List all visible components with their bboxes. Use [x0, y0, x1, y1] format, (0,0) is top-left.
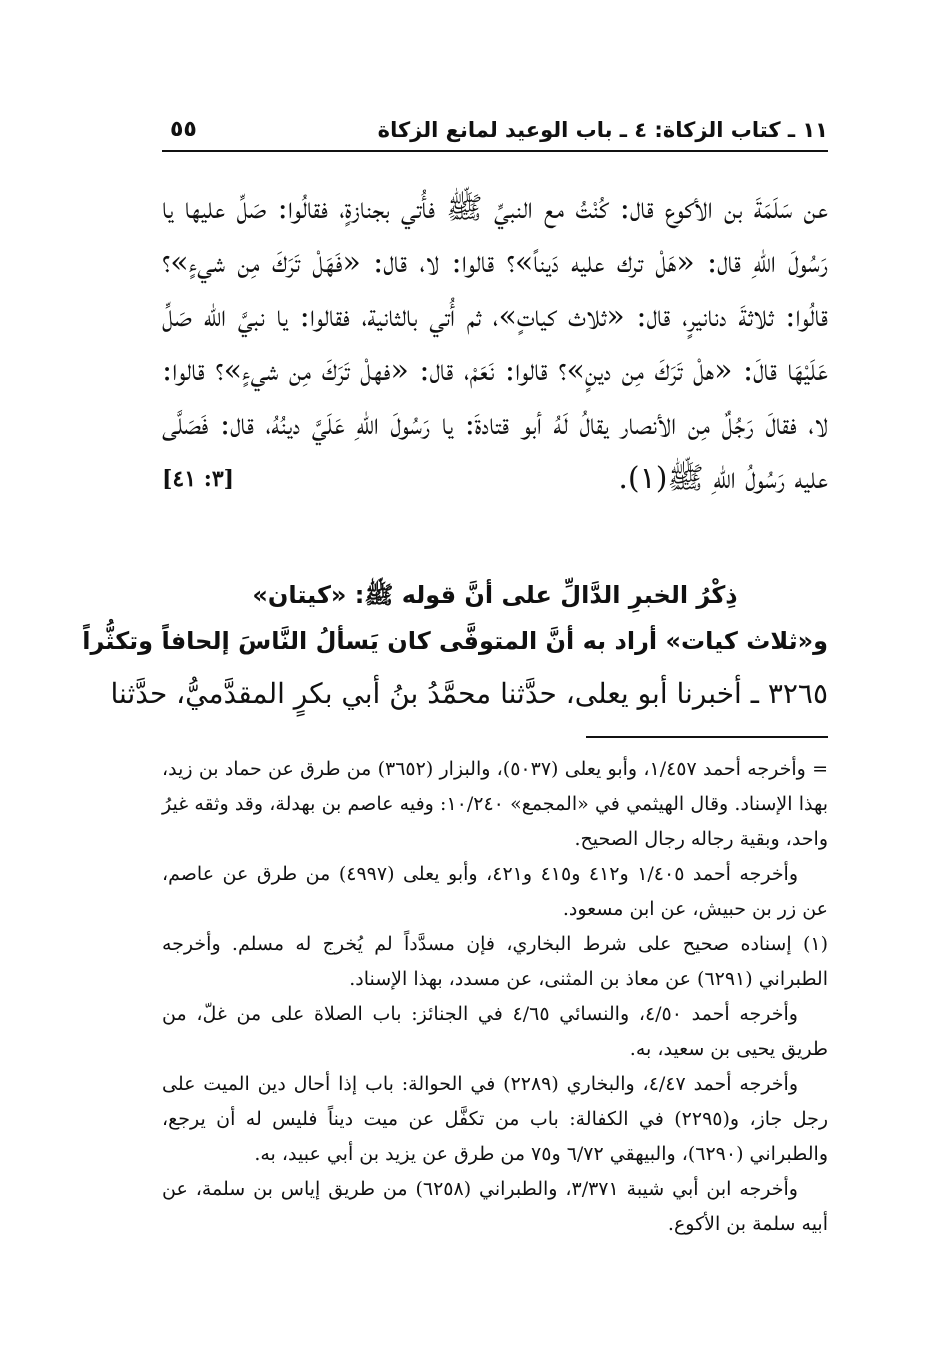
hadith-3265-start: ٣٢٦٥ ـ أخبرنا أبو يعلى، حدَّثنا محمَّدُ بنُ أبي بكرٍ المقدَّميُّ، حدَّثنا [110, 677, 828, 710]
section-heading [82, 572, 828, 664]
running-title: ١١ ـ كتاب الزكاة: ٤ ـ باب الوعيد لمانع الزكاة [377, 118, 828, 142]
section-heading-line-1: ذِكْرُ الخبرِ الدَّالِّ على أنَّ قوله ﷺ: «كيتان» [252, 581, 738, 609]
reference-marker: [٣: ٤١] [162, 466, 235, 492]
page-header [162, 116, 828, 152]
hadith-text [162, 182, 828, 506]
footnote-paragraph: = وأخرجه أحمد ١/٤٥٧، وأبو يعلى (٥٠٣٧)، والبزار (٣٦٥٢) من طرق عن حماد بن زيد، بهذا الإسناد. وقال الهيثمي في «المجمع» ١٠/٢٤٠: وفيه عاصم بن بهدلة، وقد وثقه غيرُ واحد، وبقية رجاله رجال الصحيح. [162, 758, 828, 850]
footnotes [162, 752, 828, 1242]
footnote-1: (١) إسناده صحيح على شرط البخاري، فإن مسدَّداً لم يُخرج له مسلم. وأخرجه الطبراني (٦٢٩١) عن معاذ بن المثنى، عن مسدد، بهذا الإسناد. [162, 933, 828, 990]
hadith-paragraph [162, 182, 828, 506]
footnote-paragraph: وأخرجه ابن أبي شيبة ٣/٣٧١، والطبراني (٦٢٥٨) من طريق إياس بن سلمة، عن أبيه سلمة بن الأكوع. [162, 1178, 828, 1235]
page-number: ٥٥ [170, 117, 197, 142]
footnote-paragraph: وأخرجه أحمد ١/٤٠٥ و٤١٢ و٤١٥ و٤٢١، وأبو يعلى (٤٩٩٧) من طرق عن عاصم، عن زر بن حبيش، عن ابن مسعود. [162, 863, 828, 920]
section-heading-line-2: و«ثلاث كيات» أراد به أنَّ المتوفَّى كان يَسألُ النَّاسَ إلحافاً وتكثُّراً [82, 627, 828, 655]
footnote-paragraph: وأخرجه أحمد ٤/٤٧، والبخاري (٢٢٨٩) في الحوالة: باب إذا أحال دين الميت على رجل جاز، و(٢٢٩٥) في الكفالة: باب من تكفَّل عن ميت ديناً فليس له أن يرجع، والطبراني (٦٢٩٠)، والبيهقي ٦/٧٢ و٧٥ من طرق عن يزيد بن أبي عبيد، به. [162, 1073, 828, 1165]
footnote-divider [586, 736, 828, 738]
footnote-paragraph: وأخرجه أحمد ٤/٥٠، والنسائي ٤/٦٥ في الجنائز: باب الصلاة على من غلّ، من طريق يحيى بن سعيد، به. [162, 1003, 828, 1060]
hadith-body: عن سَلَمَةَ بن الأكوع قال: كُنْتُ مع النبيِّ ﷺ فأُتي بجنازةٍ، فقالُوا: صَلِّ عليها يا رَسُولَ اللّهِ قال: «هَلْ ترك عليه دَيناً»؟ قالوا: لا، قال: «فَهَلْ تَرَكَ مِن شيءٍ»؟ قالُوا: ثلاثةَ دنانيرٍ، قال: «ثلاث كياتٍ»، ثم أُتي بالثانية، فقالوا: يا نبيَّ الله صَلِّ عَلَيْهَا قالَ: «هلْ تَرَكَ مِن دينٍ»؟ قالوا: نَعَمْ، قال: «فهلْ تَرَكَ مِن شيءٍ»؟ قالوا: لا، فقالَ رَجُلٌ مِن الأنصار يقالُ لَهُ أبو قتادةَ: يا رَسُولَ اللّهِ عَلَيَّ دينُهُ، قال: فَصَلَّى عليه رَسُولُ اللّهِ ﷺ(١). [162, 191, 828, 496]
